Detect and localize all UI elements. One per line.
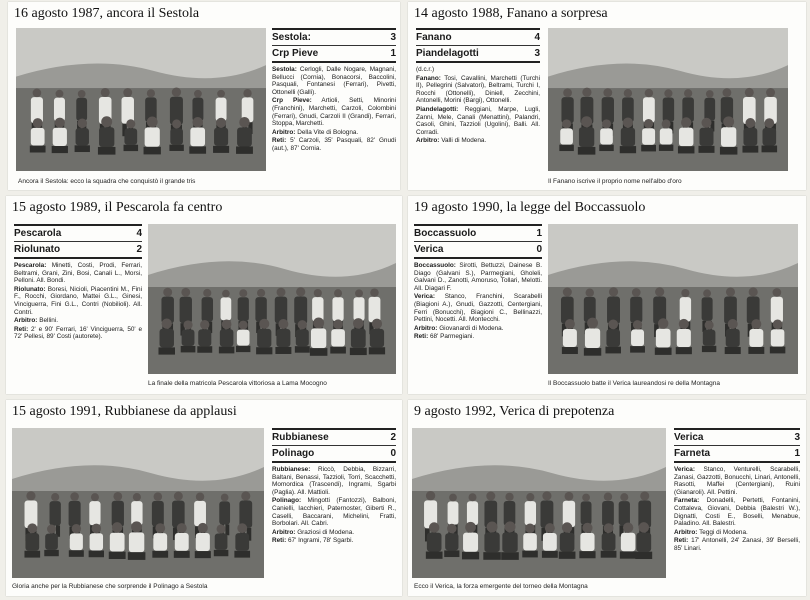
lineup-text: 67' Ingrami, 78' Sgarbi. [286, 537, 354, 545]
lineup-paragraph [674, 529, 800, 537]
lineup-text: Sirotti, Bettuzzi, Dainese B. Diago (Galvani S.), Parmegiani, Gholeli, Galvani D., Zanotti, Amoruso, Tollari, Melotti. All. Diagari F. [414, 262, 542, 292]
team-row-1 [14, 224, 142, 242]
lineup-paragraph [272, 497, 396, 527]
lineup-text: Della Vite di Bologna. [295, 128, 359, 136]
team-row-2 [416, 46, 540, 63]
lineup-label: Reti: [674, 537, 689, 545]
lineup-text: 68' Parmegiani. [428, 333, 475, 341]
lineup-paragraph [14, 317, 142, 325]
lineup-paragraph [14, 326, 142, 341]
headline: 16 agosto 1987, ancora il Sestola [14, 6, 200, 21]
team-row-1 [416, 28, 540, 46]
lineup-paragraph [414, 262, 542, 292]
headline: 14 agosto 1988, Fanano a sorpresa [414, 6, 608, 21]
lineup-label: Boccassuolo: [414, 262, 456, 269]
team-row-1 [414, 224, 542, 242]
team-photo [548, 224, 798, 374]
lineups [414, 262, 542, 341]
lineup-paragraph [416, 75, 540, 105]
scoreboard [414, 224, 542, 342]
lineup-paragraph [414, 325, 542, 333]
lineup-paragraph [414, 333, 542, 341]
lineups [14, 262, 142, 341]
lineup-text: Cerlogli, Dalle Nogare, Magnani, Bellucci (Cornia), Bonacorsi, Baccolini, Pasquali, Fontanesi (Ferrari), Pivetti, Ottonelli (Galli). [272, 66, 396, 96]
lineup-text: Teggi di Modena. [697, 528, 748, 536]
photo-caption: Ecco il Verica, la forza emergente del torneo della Montagna [414, 583, 588, 590]
lineup-text: Donadelli, Pertetti, Fontanini, Cottaleva, Giovani, Debbia (Balestri W.), Dignatti, Costi E., Boselli, Menabue, Paladino. All. Balestri. [674, 497, 800, 528]
lineup-label: Verica: [414, 293, 435, 301]
lineup-paragraph [14, 262, 142, 285]
lineup-label: Arbitro: [674, 528, 698, 536]
team-score: 3 [390, 32, 396, 43]
lineup-text: Stanco, Venturelli, Scarabelli, Zanasi, Gazzotti, Bonucchi, Linari, Antonelli, Rasotti, Maffei (Centergiani), Ruini (Gianaroli). All. Pettini. [674, 466, 800, 496]
lineup-text: Boresi, Nicioli, Piacentini M., Fini F., Rocchi, Giordano, Mattei G.L., Ginesi, Vinciguerra, Fini G.L., Contri (Nobilioli). All. Contri. [14, 285, 142, 316]
lineups [272, 466, 396, 545]
lineup-label: Arbitro: [14, 317, 38, 325]
lineup-text: 17' Antonelli, 24' Zanasi, 39' Berselli, 85' Linari. [674, 537, 800, 552]
team-score: 1 [390, 48, 396, 59]
lineups [416, 66, 540, 145]
team-photo [12, 428, 264, 578]
headline: 15 agosto 1989, il Pescarola fa centro [12, 200, 223, 215]
lineup-text: Stanco, Franchini, Scarabelli (Biagioni A.), Gnudi, Gazzotti, Centergiani, Ferri (Bonucchi), Biagioni C., Bellinazzi, Pettini, Nocetti. All. Montecchi. [414, 293, 542, 324]
scoreboard [272, 28, 396, 154]
team-score: 4 [534, 32, 540, 43]
lineup-label: Rubbianese: [272, 466, 311, 473]
team-score: 3 [534, 48, 540, 59]
team-photo [412, 428, 666, 578]
clipping-1991 [6, 400, 402, 596]
lineup-paragraph [272, 537, 396, 545]
lineup-paragraph [674, 466, 800, 496]
team-photo [548, 28, 788, 171]
team-score: 2 [136, 244, 142, 255]
lineup-paragraph [414, 293, 542, 323]
clipping-1992 [408, 400, 806, 596]
team-name: Polinago [272, 448, 315, 459]
lineup-text: Riccò, Debbia, Bizzarri, Baltani, Benassi, Tazzioli, Torri, Scacchetti, Momordica (Trascendi), Ingrami, Sgarbi (Paglia). All. Mattioli. [272, 466, 396, 496]
photo-caption: Gloria anche per la Rubbianese che sorprende il Polinago a Sestola [12, 583, 208, 590]
lineup-paragraph [272, 66, 396, 96]
headline: 9 agosto 1992, Verica di prepotenza [414, 404, 615, 419]
lineup-paragraph [272, 466, 396, 496]
scoreboard [416, 28, 540, 146]
lineup-text: Minetti, Costi, Prodi, Ferrari, Beltrami, Grani, Zini, Bosi, Canali L., Morsi, Pelloni. All. Bondi. [14, 262, 142, 285]
clipping-1990 [408, 196, 806, 394]
team-row-2 [14, 242, 142, 259]
lineup-label: Riolunato: [14, 285, 46, 293]
lineup-paragraph [272, 129, 396, 137]
team-name: Riolunato [14, 244, 61, 255]
team-name: Verica [414, 244, 444, 255]
clipping-1989 [6, 196, 402, 394]
clipping-1987 [8, 2, 400, 190]
team-score: 1 [794, 448, 800, 459]
lineup-text: Valli di Modena. [439, 137, 487, 145]
team-name: Sestola: [272, 32, 311, 43]
team-photo [16, 28, 266, 171]
team-score: 0 [390, 448, 396, 459]
team-row-1 [272, 28, 396, 46]
lineup-paragraph [272, 97, 396, 127]
team-name: Pescarola [14, 228, 62, 239]
lineup-label: Sestola: [272, 66, 297, 73]
team-row-1 [674, 428, 800, 446]
team-score: 0 [536, 244, 542, 255]
lineup-label: Reti: [272, 537, 287, 545]
lineup-paragraph [14, 286, 142, 316]
photo-caption: Il Fanano iscrive il proprio nome nell'albo d'oro [548, 178, 682, 185]
lineup-label: Piandelagotti: [416, 105, 459, 113]
lineup-label: Reti: [272, 137, 287, 145]
lineup-text: Mingotti (Fantozzi), Balboni, Canielli, Iacchieri, Paternoster, Giberti R., Caselli, Baccarani, Michelini, Fratti, Borbolari. All. Cabri. [272, 497, 396, 528]
team-score: 2 [390, 432, 396, 443]
lineup-label: Crp Pieve: [272, 97, 312, 105]
lineup-text: 5' Carzoli, 35' Pasquali, 82' Gnudi (aut.), 87' Cornia. [272, 137, 396, 152]
team-row-2 [272, 446, 396, 463]
team-score: 1 [536, 228, 542, 239]
photo-caption: Il Boccassuolo batte il Verica laureandosi re della Montagna [548, 380, 720, 387]
team-row-2 [272, 46, 396, 63]
lineups [674, 466, 800, 553]
lineup-text: Bellini. [37, 317, 59, 325]
lineup-paragraph [416, 66, 540, 74]
lineup-label: Arbitro: [416, 137, 440, 145]
lineup-label: Reti: [414, 333, 429, 341]
team-score: 3 [794, 432, 800, 443]
lineup-text: Reggiani, Marpe, Lugli, Zanni, Mele, Canali (Menattini), Palandri, Casoli, Ghini, Tazzioli (Ugolini), Balli. All. Corradi. [416, 105, 540, 136]
headline: 19 agosto 1990, la legge del Boccassuolo [414, 200, 646, 215]
lineup-label: Pescarola: [14, 262, 47, 269]
lineup-text: Artioli, Setti, Minorini (Franchini), Marchetti, Carzoli, Colombini (Ferrari), Gnudi, Carzoli II (Grandi), Ferrari, Stoppa, Marchetti. [272, 97, 396, 128]
lineup-paragraph [674, 497, 800, 527]
lineup-text: (d.c.r.) [416, 66, 435, 73]
lineup-text: Graziosi di Modena. [295, 528, 355, 536]
scoreboard [674, 428, 800, 554]
team-name: Farneta [674, 448, 711, 459]
lineup-label: Fanano: [416, 74, 441, 82]
team-photo [148, 224, 396, 374]
photo-caption: Ancora il Sestola: ecco la squadra che conquistò il grande tris [18, 178, 196, 185]
lineup-label: Reti: [14, 325, 29, 333]
team-name: Fanano [416, 32, 452, 43]
lineup-text: 2' e 90' Ferrari, 16' Vinciguerra, 50' e 72' Pellesi, 89' Costi (autorete). [14, 325, 142, 341]
clipping-1988 [408, 2, 806, 190]
lineup-paragraph [674, 537, 800, 552]
lineup-label: Farneta: [674, 497, 700, 505]
lineup-label: Polinago: [272, 497, 302, 505]
team-name: Rubbianese [272, 432, 329, 443]
scoreboard [14, 224, 142, 342]
lineup-paragraph [416, 106, 540, 136]
lineup-text: Giovanardi di Modena. [437, 324, 504, 332]
lineup-text: Tosi, Cavallini, Marchetti (Turchi II), Pellegrini (Salvatori), Beltrami, Turchi I, Rocchi (Ottonelli), Diniell, Zecchini, Antonelli, Morini (Bargi), Ottonelli. [416, 74, 540, 105]
team-row-2 [674, 446, 800, 463]
lineup-paragraph [272, 137, 396, 152]
team-name: Verica [674, 432, 704, 443]
team-name: Piandelagotti [416, 48, 479, 59]
lineup-label: Arbitro: [272, 528, 296, 536]
team-score: 4 [136, 228, 142, 239]
lineup-paragraph [416, 137, 540, 145]
team-row-1 [272, 428, 396, 446]
lineup-label: Verica: [674, 466, 695, 473]
headline: 15 agosto 1991, Rubbianese da applausi [12, 404, 237, 419]
team-name: Crp Pieve [272, 48, 319, 59]
team-row-2 [414, 242, 542, 259]
lineups [272, 66, 396, 153]
scoreboard [272, 428, 396, 546]
lineup-paragraph [272, 529, 396, 537]
lineup-label: Arbitro: [272, 128, 296, 136]
team-name: Boccassuolo [414, 228, 477, 239]
lineup-label: Arbitro: [414, 324, 438, 332]
photo-caption: La finale della matricola Pescarola vittoriosa a Lama Mocogno [148, 380, 327, 387]
